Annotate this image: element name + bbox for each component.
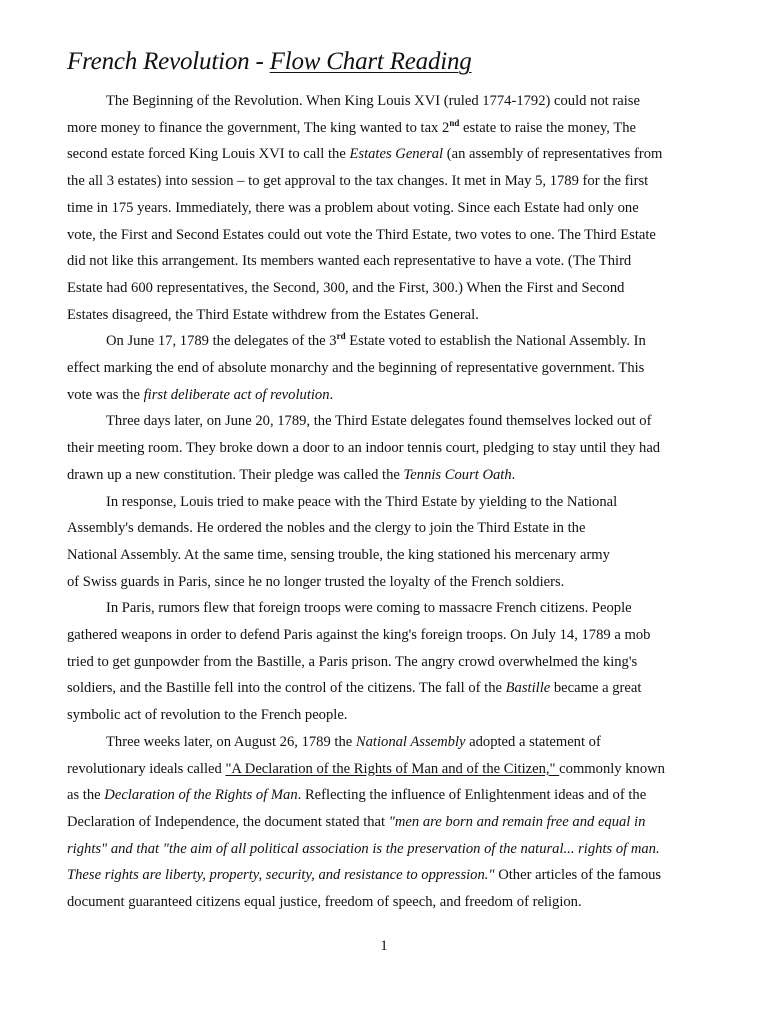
text-line: document guaranteed citizens equal justice, freedom of speech, and freedom of religion. (67, 894, 582, 911)
paragraph-tennis-court-oath (67, 408, 701, 488)
superscript: rd (336, 331, 346, 342)
emphasis: Bastille (505, 680, 551, 697)
text-line: of Swiss guards in Paris, since he no longer trusted the loyalty of the French soldiers. (67, 573, 565, 590)
text-line: Declaration of Independence, the document stated that "men are born and remain free and equal in (67, 813, 646, 830)
text-line: gathered weapons in order to defend Paris against the king's foreign troops. On July 14, 1789 a mob (67, 627, 651, 644)
emphasis: Declaration of the Rights of Man (104, 787, 298, 804)
text-line: effect marking the end of absolute monarchy and the beginning of representative government. This (67, 360, 645, 377)
page-title (67, 46, 472, 78)
emphasis: first deliberate act of revolution (143, 386, 330, 403)
text-line: drawn up a new constitution. Their pledge was called the Tennis Court Oath. (67, 466, 516, 483)
paragraph-declaration-rights (67, 729, 701, 916)
text-line: did not like this arrangement. Its members wanted each representative to have a vote. (The Third (67, 253, 632, 270)
emphasis: Estates General (349, 146, 444, 163)
text-line: In Paris, rumors flew that foreign troops were coming to massacre French citizens. People (106, 600, 632, 617)
text-line: In response, Louis tried to make peace with the Third Estate by yielding to the National (106, 493, 618, 510)
emphasis: National Assembly (355, 733, 466, 750)
text-line: revolutionary ideals called "A Declaration of the Rights of Man and of the Citizen," commonly known (67, 760, 665, 777)
title-prefix: French Revolution - (67, 48, 270, 75)
text-line: symbolic act of revolution to the French people. (67, 707, 348, 724)
title-underlined: Flow Chart Reading (269, 48, 472, 75)
text-line: time in 175 years. Immediately, there was a problem about voting. Since each Estate had only one (67, 199, 639, 216)
document-body (67, 88, 701, 916)
emphasis: Tennis Court Oath (403, 466, 512, 483)
text-line: Three weeks later, on August 26, 1789 the National Assembly adopted a statement of (106, 733, 601, 750)
text-line: Three days later, on June 20, 1789, the Third Estate delegates found themselves locked out of (106, 413, 652, 430)
text-line: tried to get gunpowder from the Bastille, a Paris prison. The angry crowd overwhelmed the king's (67, 653, 638, 670)
text-line: vote, the First and Second Estates could out vote the Third Estate, two votes to one. The Third Estate (67, 226, 656, 243)
text-line: second estate forced King Louis XVI to call the Estates General (an assembly of representatives from (67, 146, 663, 163)
text-line: the all 3 estates) into session – to get approval to the tax changes. It met in May 5, 1789 for the first (67, 173, 649, 190)
text-line: their meeting room. They broke down a door to an indoor tennis court, pledging to stay until they had (67, 440, 661, 457)
superscript: nd (449, 117, 460, 128)
text-line: National Assembly. At the same time, sensing trouble, the king stationed his mercenary army (67, 546, 610, 563)
paragraph-louis-response (67, 489, 701, 596)
quotation: "men are born and remain free and equal in (388, 813, 646, 830)
text-line: These rights are liberty, property, security, and resistance to oppression." Other articles of the famous (67, 867, 662, 884)
paragraph-estates-general (67, 88, 701, 328)
text-line: more money to finance the government, The king wanted to tax 2nd estate to raise the money, The (67, 117, 637, 136)
text-line: soldiers, and the Bastille fell into the control of the citizens. The fall of the Bastille became a great (67, 680, 642, 697)
text-line: vote was the first deliberate act of revolution. (67, 386, 334, 403)
quotation: These rights are liberty, property, security, and resistance to oppression." (67, 867, 495, 884)
text-line: On June 17, 1789 the delegates of the 3rd Estate voted to establish the National Assembly. In (106, 331, 646, 350)
paragraph-national-assembly (67, 328, 701, 408)
text-line: The Beginning of the Revolution. When King Louis XVI (ruled 1774-1792) could not raise (106, 93, 640, 109)
page-number: 1 (380, 938, 388, 954)
paragraph-bastille (67, 595, 701, 729)
text-line: Estate had 600 representatives, the Second, 300, and the First, 300.) When the First and Second (67, 279, 625, 296)
text-line: as the Declaration of the Rights of Man. Reflecting the influence of Enlightenment ideas and of the (67, 787, 647, 804)
text-line: Assembly's demands. He ordered the nobles and the clergy to join the Third Estate in the (67, 520, 586, 537)
text-line (67, 836, 701, 863)
underlined-title: "A Declaration of the Rights of Man and of the Citizen," (225, 760, 560, 777)
quotation: rights" and that "the aim of all political association is the preservation of the natural... rights of man. (67, 840, 660, 857)
text-line: Estates disagreed, the Third Estate withdrew from the Estates General. (67, 306, 479, 323)
